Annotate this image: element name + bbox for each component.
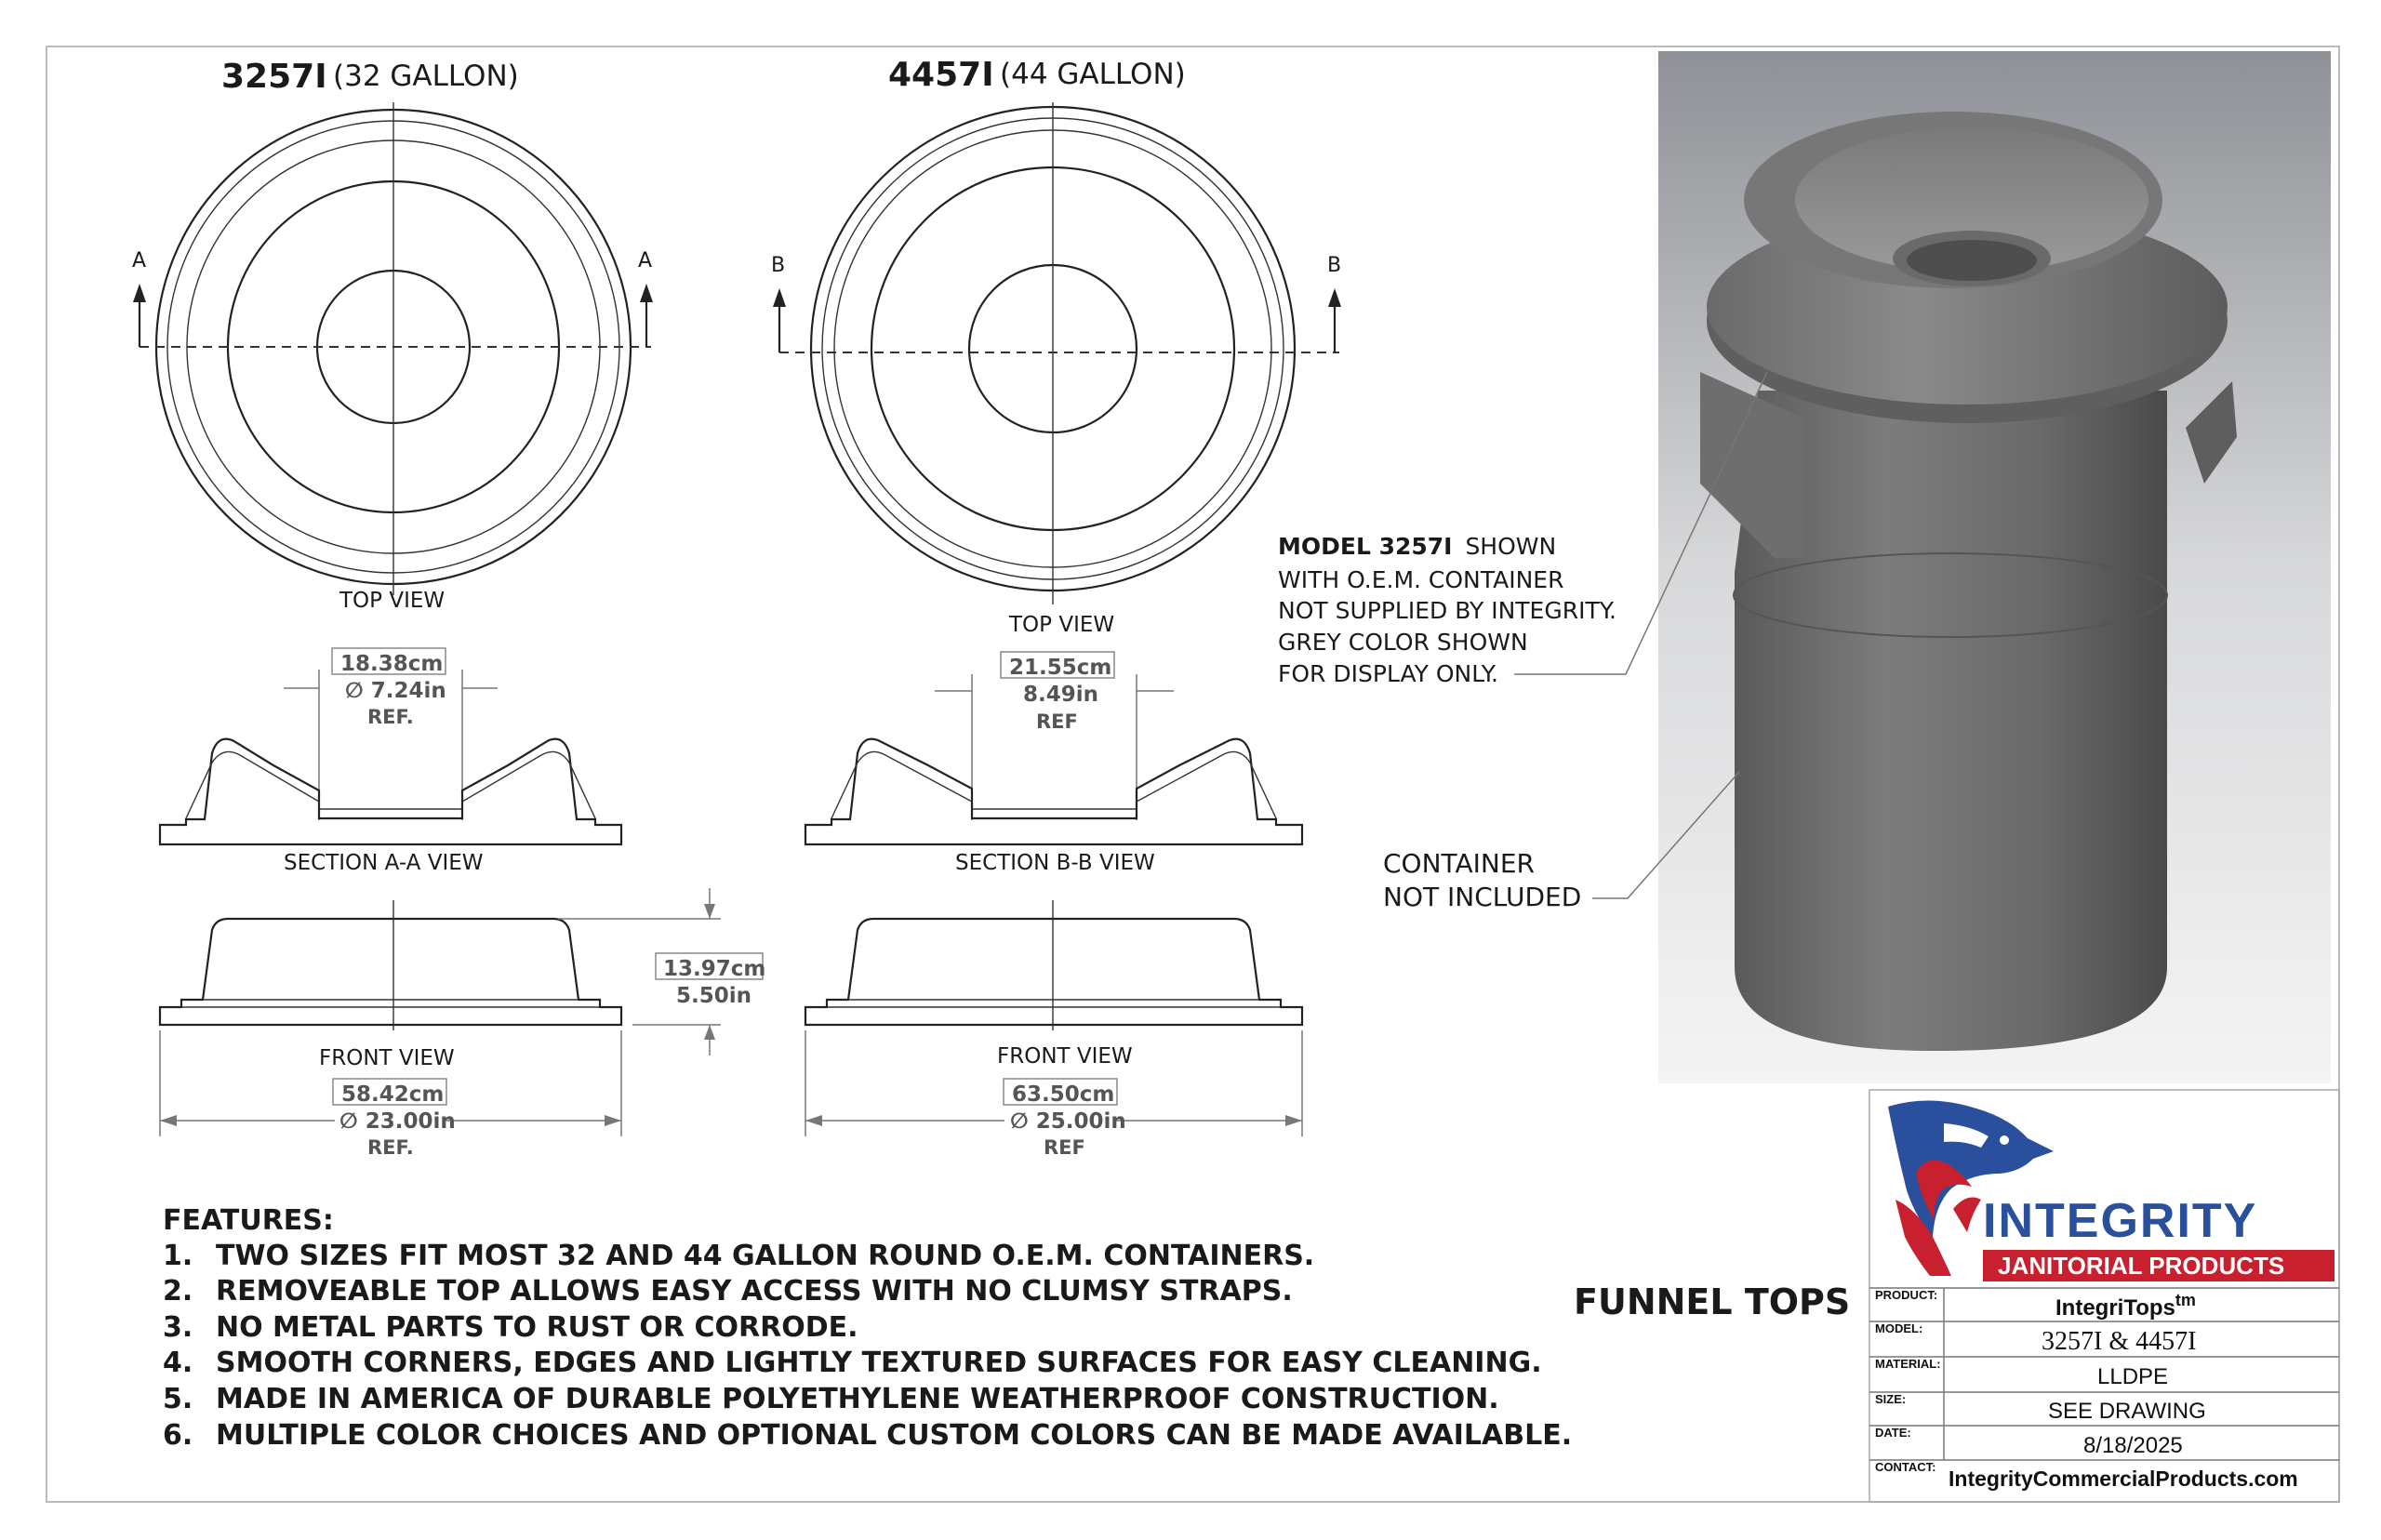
product-name: IntegriTops — [2055, 1295, 2175, 1321]
product-render-image — [1658, 51, 2331, 1083]
title-block — [1869, 1090, 2339, 1502]
svg-text:IntegriTopstm: IntegriTops$^{tm}$ — [2055, 1291, 2196, 1321]
top-view-label-3257: TOP VIEW — [339, 589, 446, 613]
svg-text:REMOVEABLE TOP ALLOWS EASY ACC: REMOVEABLE TOP ALLOWS EASY ACCESS WITH NO CLUMSY STRAPS. — [216, 1275, 1293, 1308]
svg-text:13.97cm: 13.97cm — [663, 957, 766, 981]
svg-text:CONTAINER: CONTAINER — [1383, 848, 1535, 879]
front-view-4457-drawing — [805, 900, 1302, 1030]
svg-text:∅ 23.00in: ∅ 23.00in — [339, 1109, 456, 1134]
features-heading: FEATURES: — [163, 1204, 334, 1237]
svg-text:MODEL 3257I SHOWN: MODEL 3257I SHOWN — [1278, 533, 1557, 560]
svg-text:8.49in: 8.49in — [1023, 683, 1099, 707]
svg-text:18.38cm: 18.38cm — [340, 652, 444, 676]
top-view-4457 — [771, 102, 1341, 604]
svg-text:NO METAL PARTS TO RUST OR CORR: NO METAL PARTS TO RUST OR CORRODE. — [216, 1311, 858, 1344]
opening-dim-4457 — [935, 652, 1174, 820]
section-b-b-drawing — [805, 739, 1302, 844]
features-list — [163, 1204, 1572, 1452]
svg-text:5.: 5. — [163, 1383, 193, 1415]
height-dim — [558, 888, 765, 1055]
svg-text:63.50cm: 63.50cm — [1012, 1082, 1115, 1107]
svg-text:1.: 1. — [163, 1240, 193, 1272]
svg-text:GREY COLOR SHOWN: GREY COLOR SHOWN — [1278, 629, 1528, 656]
svg-text:5.50in: 5.50in — [676, 984, 752, 1008]
svg-text:4.: 4. — [163, 1347, 193, 1379]
model-code-3257: 3257I — [221, 58, 327, 96]
svg-text:NOT SUPPLIED BY INTEGRITY.: NOT SUPPLIED BY INTEGRITY. — [1278, 597, 1616, 624]
section-mark-a-left: A — [132, 249, 147, 272]
svg-text:6.: 6. — [163, 1419, 193, 1452]
top-view-3257 — [132, 102, 653, 595]
brand-name: INTEGRITY — [1983, 1194, 2258, 1248]
svg-text:∅ 25.00in: ∅ 25.00in — [1010, 1109, 1126, 1134]
svg-text:DATE:: DATE: — [1875, 1426, 1911, 1440]
svg-text:FOR DISPLAY ONLY.: FOR DISPLAY ONLY. — [1278, 660, 1498, 687]
svg-text:SMOOTH CORNERS, EDGES AND LIGH: SMOOTH CORNERS, EDGES AND LIGHTLY TEXTURED SURFACES FOR EASY CLEANING. — [216, 1347, 1542, 1379]
model-numbers: 3257I & 4457I — [2042, 1327, 2197, 1356]
size-value: SEE DRAWING — [2048, 1399, 2206, 1424]
section-a-a-label: SECTION A-A VIEW — [284, 851, 484, 875]
section-mark-b-right: B — [1327, 254, 1342, 277]
svg-text:NOT INCLUDED: NOT INCLUDED — [1383, 882, 1582, 912]
svg-text:REF.: REF. — [367, 706, 414, 728]
svg-text:WITH O.E.M. CONTAINER: WITH O.E.M. CONTAINER — [1278, 566, 1564, 593]
front-view-label-4457: FRONT VIEW — [997, 1044, 1133, 1069]
section-a-a-drawing — [160, 739, 621, 844]
material-value: LLDPE — [2097, 1364, 2169, 1389]
model-capacity-3257: (32 GALLON) — [333, 60, 519, 93]
svg-text:MATERIAL:: MATERIAL: — [1875, 1357, 1941, 1371]
section-mark-b-left: B — [771, 254, 786, 277]
svg-text:2.: 2. — [163, 1275, 193, 1308]
svg-text:MULTIPLE COLOR CHOICES AND OPT: MULTIPLE COLOR CHOICES AND OPTIONAL CUSTOM COLORS CAN BE MADE AVAILABLE. — [216, 1419, 1573, 1452]
front-view-3257-drawing — [160, 900, 621, 1030]
svg-text:MADE IN AMERICA OF DURABLE POL: MADE IN AMERICA OF DURABLE POLYETHYLENE WEATHERPROOF CONSTRUCTION. — [216, 1383, 1499, 1415]
svg-text:REF: REF — [1036, 710, 1078, 733]
svg-text:MODEL:: MODEL: — [1875, 1321, 1923, 1335]
date-value: 8/18/2025 — [2083, 1433, 2183, 1458]
opening-dim-3257 — [284, 648, 498, 820]
model-capacity-4457: (44 GALLON) — [1000, 58, 1186, 91]
svg-text:21.55cm: 21.55cm — [1009, 656, 1112, 680]
front-view-label-3257: FRONT VIEW — [319, 1046, 455, 1070]
contact-value: IntegrityCommercialProducts.com — [1949, 1467, 2298, 1491]
section-b-b-label: SECTION B-B VIEW — [955, 851, 1155, 875]
brand-tagline: JANITORIAL PRODUCTS — [1998, 1252, 2285, 1280]
product-title: FUNNEL TOPS — [1574, 1281, 1851, 1322]
svg-text:SIZE:: SIZE: — [1875, 1392, 1907, 1406]
svg-text:PRODUCT:: PRODUCT: — [1875, 1288, 1938, 1302]
svg-text:∅ 7.24in: ∅ 7.24in — [345, 679, 446, 703]
svg-text:CONTACT:: CONTACT: — [1875, 1460, 1936, 1474]
section-mark-a-right: A — [638, 249, 653, 272]
svg-text:REF: REF — [1044, 1136, 1085, 1159]
top-view-label-4457: TOP VIEW — [1009, 613, 1115, 637]
svg-text:58.42cm: 58.42cm — [341, 1082, 445, 1107]
svg-text:REF.: REF. — [367, 1136, 414, 1159]
eagle-logo-icon — [1888, 1100, 2054, 1276]
svg-text:3.: 3. — [163, 1311, 193, 1344]
svg-text:TWO SIZES FIT MOST 32 AND 44 G: TWO SIZES FIT MOST 32 AND 44 GALLON ROUND O.E.M. CONTAINERS. — [216, 1240, 1315, 1272]
model-code-4457: 4457I — [888, 56, 994, 94]
